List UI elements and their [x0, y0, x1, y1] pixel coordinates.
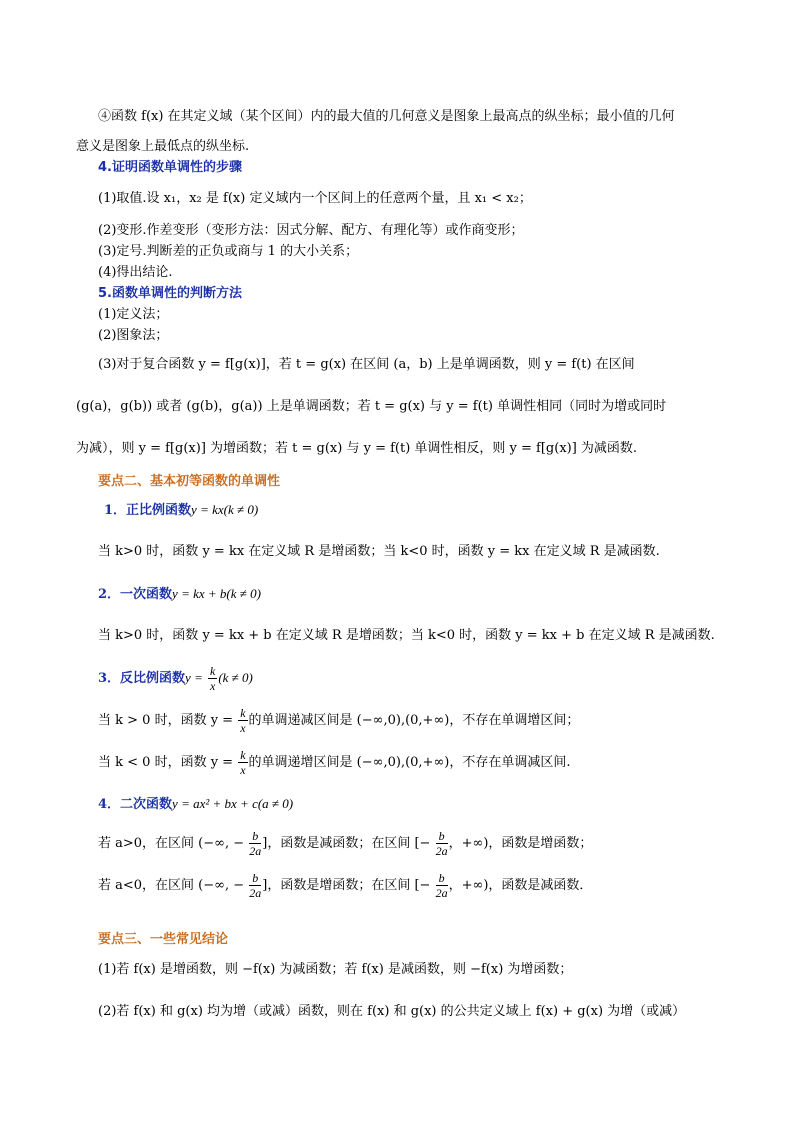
heading-proof-steps: 4.证明函数单调性的步骤	[98, 160, 242, 175]
f4-a-positive	[98, 828, 592, 860]
f4-b-3: ，+∞)，函数是减函数．	[448, 878, 593, 893]
f2-text: 当 k>0 时，函数 y = kx + b 在定义域 R 是增函数；当 k<0 时，函数 y = kx + b 在定义域 R 是减函数.	[98, 628, 715, 643]
f4-a-1: 若 a>0，在区间 (−∞, −	[98, 836, 245, 851]
f4-formula: y = ax² + bx + c(a ≠ 0)	[172, 796, 294, 811]
step-3: (3)定号.判断差的正负或商与 1 的大小关系；	[98, 244, 359, 259]
f2-head: 2．一次函数	[98, 587, 173, 602]
f4-title	[98, 794, 293, 815]
f4-head: 4．二次函数	[98, 797, 173, 812]
f3-b-fraction	[238, 748, 247, 777]
f3-a-post: 的单调递减区间是 (−∞,0),(0,+∞)，不存在单调增区间；	[248, 713, 580, 728]
f4-a-2: ]，函数是减函数；在区间 [−	[262, 836, 431, 851]
f1-text: 当 k>0 时，函数 y = kx 在定义域 R 是增函数；当 k<0 时，函数 y = kx 在定义域 R 是减函数.	[98, 544, 660, 559]
heading-judgment-methods: 5.函数单调性的判断方法	[98, 286, 242, 301]
f4-b-frac2	[436, 871, 448, 900]
f3-title	[98, 662, 253, 695]
f2-title	[98, 584, 261, 605]
f4-a-frac1-den: 2a	[249, 844, 262, 858]
f4-b-frac1-num: b	[249, 871, 261, 886]
f3-formula-pre: y =	[185, 670, 203, 685]
f4-b-frac1	[249, 871, 261, 900]
step-2: (2)变形.作差变形（变形方法：因式分解、配方、有理化等）或作商变形；	[98, 223, 524, 238]
f1-formula: y = kx(k ≠ 0)	[191, 502, 259, 517]
f3-a-pre: 当 k > 0 时，函数 y =	[98, 713, 234, 728]
f3-negative-k	[98, 747, 570, 779]
f2-formula: y = kx + b(k ≠ 0)	[172, 586, 261, 601]
f1-head: 1．正比例函数	[104, 503, 192, 518]
f4-a-frac1	[249, 829, 261, 858]
method-1: (1)定义法；	[98, 307, 169, 322]
f3-formula-post: (k ≠ 0)	[218, 670, 253, 685]
f3-a-den: x	[240, 721, 246, 735]
f3-head: 3．反比例函数	[98, 671, 186, 686]
step-4: (4)得出结论.	[98, 265, 173, 280]
key-point-3-heading: 要点三、一些常见结论	[98, 932, 229, 947]
f4-b-1: 若 a<0，在区间 (−∞, −	[98, 878, 245, 893]
f3-b-num: k	[240, 748, 246, 762]
f3-fraction-num: k	[209, 664, 216, 678]
method-3-line2: (g(a)，g(b)) 或者 (g(b)，g(a)) 上是单调函数；若 t = g(x) 与 y = f(t) 单调性相同（同时为增或同时	[76, 399, 667, 414]
f3-a-fraction	[238, 706, 247, 735]
f4-b-frac2-num: b	[436, 871, 448, 886]
f4-a-3: ，+∞)，函数是增函数；	[448, 836, 593, 851]
f3-b-den: x	[240, 763, 246, 777]
f3-b-pre: 当 k < 0 时，函数 y =	[98, 755, 234, 770]
method-3-line3: 为减），则 y = f[g(x)] 为增函数；若 t = g(x) 与 y = f(t) 单调性相反，则 y = f[g(x)] 为减函数.	[76, 441, 638, 456]
f3-b-post: 的单调递增区间是 (−∞,0),(0,+∞)，不存在单调减区间.	[248, 755, 571, 770]
f4-b-2: ]，函数是增函数；在区间 [−	[262, 878, 431, 893]
f4-a-negative	[98, 870, 592, 902]
f4-a-frac2-num: b	[436, 829, 448, 844]
paragraph-max-min-line1: ④函数 f(x) 在其定义域（某个区间）内的最大值的几何意义是图象上最高点的纵坐标；最小值的几何	[98, 109, 675, 124]
f1-title	[104, 500, 258, 521]
paragraph-max-min-line2: 意义是图象上最低点的纵坐标.	[76, 139, 250, 154]
f3-fraction	[208, 664, 217, 693]
f4-a-frac1-num: b	[249, 829, 261, 844]
key-point-2-heading: 要点二、基本初等函数的单调性	[98, 474, 281, 489]
f3-fraction-den: x	[209, 679, 216, 693]
step-1: (1)取值.设 x₁，x₂ 是 f(x) 定义域内一个区间上的任意两个量，且 x₁ < x₂；	[98, 191, 532, 206]
method-3-line1: (3)对于复合函数 y = f[g(x)]，若 t = g(x) 在区间 (a，b) 上是单调函数，则 y = f(t) 在区间	[98, 357, 635, 372]
f4-b-frac2-den: 2a	[435, 886, 448, 900]
f4-a-frac2	[436, 829, 448, 858]
f4-a-frac2-den: 2a	[435, 844, 448, 858]
f3-a-num: k	[240, 706, 246, 720]
f3-positive-k	[98, 705, 579, 737]
conclusion-1: (1)若 f(x) 是增函数，则 −f(x) 为减函数；若 f(x) 是减函数，则 −f(x) 为增函数；	[98, 962, 573, 977]
conclusion-2: (2)若 f(x) 和 g(x) 均为增（或减）函数，则在 f(x) 和 g(x) 的公共定义域上 f(x) + g(x) 为增（或减）	[98, 1004, 686, 1019]
f4-b-frac1-den: 2a	[249, 886, 262, 900]
method-2: (2)图象法；	[98, 328, 169, 343]
